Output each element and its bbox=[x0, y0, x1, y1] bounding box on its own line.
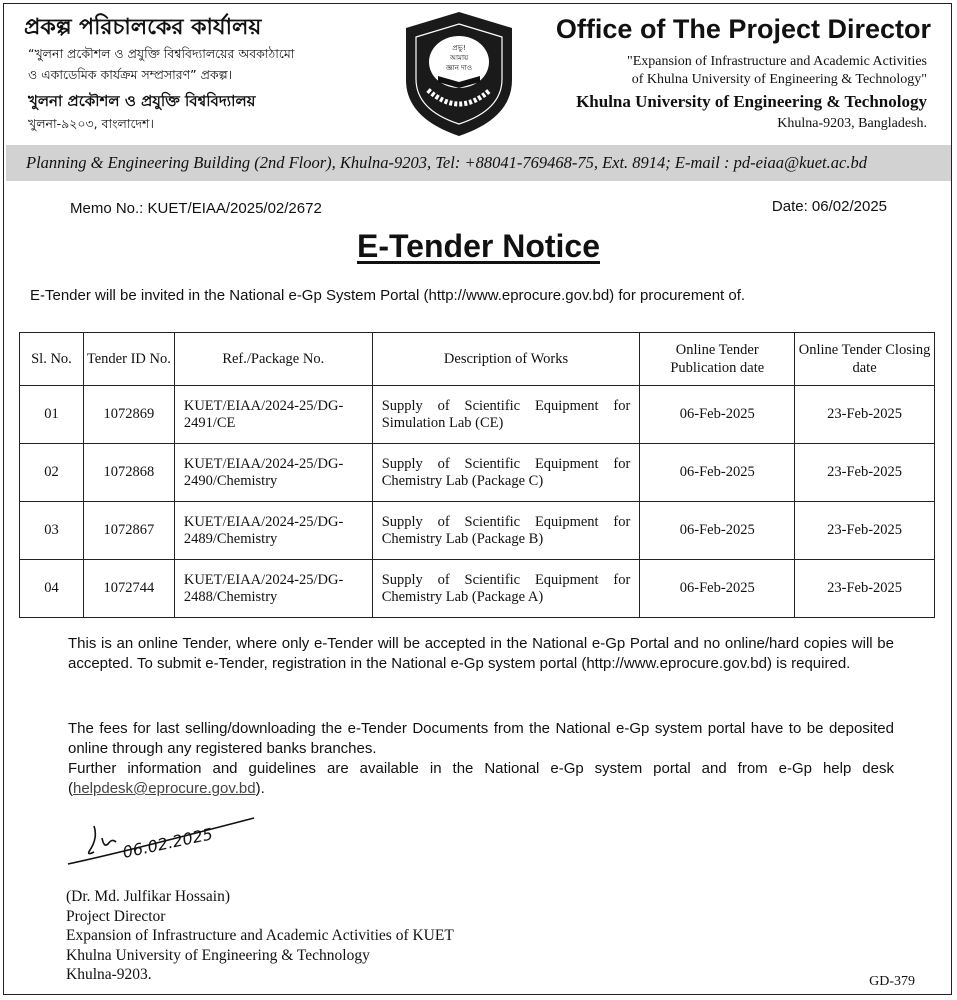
cell-ref: KUET/EIAA/2024-25/DG-2488/Chemistry bbox=[174, 560, 372, 618]
table-header-row bbox=[20, 333, 935, 386]
cell-closing-date: 23-Feb-2025 bbox=[795, 444, 935, 502]
cell-description: Supply of Scientific Equipment for Chemistry Lab (Package A) bbox=[372, 560, 640, 618]
bangla-address: খুলনা-৯২০৩, বাংলাদেশ। bbox=[28, 116, 154, 131]
cell-description: Supply of Scientific Equipment for Chemistry Lab (Package B) bbox=[372, 502, 640, 560]
signatory-university: Khulna University of Engineering & Technology bbox=[66, 946, 370, 964]
signature-date: 06.02.2025 bbox=[120, 824, 215, 862]
further-info-end: ). bbox=[255, 780, 265, 797]
notice-title bbox=[0, 228, 957, 265]
bangla-office-title: প্রকল্প পরিচালকের কার্যালয় bbox=[24, 15, 262, 40]
header-publication-date: Online Tender Publication date bbox=[640, 333, 795, 386]
signatory-designation: Project Director bbox=[66, 907, 166, 925]
header-description: Description of Works bbox=[372, 333, 640, 386]
logo-motto-3: জ্ঞান দাও bbox=[446, 64, 472, 72]
header-ref: Ref./Package No. bbox=[174, 333, 372, 386]
cell-sl: 03 bbox=[20, 502, 84, 560]
bangla-project-line2: ও একাডেমিক কার্যক্রম সম্প্রসারণ” প্রকল্প। bbox=[28, 67, 233, 82]
signatory-name: (Dr. Md. Julfikar Hossain) bbox=[66, 888, 231, 905]
bangla-project-line1: “খুলনা প্রকৌশল ও প্রযুক্তি বিশ্ববিদ্যালয়ের অবকাঠামো bbox=[28, 46, 295, 61]
address-bar: Planning & Engineering Building (2nd Floor), Khulna-9203, Tel: +88041-769468-75, Ext. 8914; E-mail : pd-eiaa@kuet.ac.bd bbox=[6, 145, 951, 181]
cell-publication-date: 06-Feb-2025 bbox=[640, 386, 795, 444]
cell-closing-date: 23-Feb-2025 bbox=[795, 386, 935, 444]
signatory-project: Expansion of Infrastructure and Academic Activities of KUET bbox=[66, 927, 454, 944]
helpdesk-email-link[interactable]: helpdesk@eprocure.gov.bd bbox=[73, 780, 256, 797]
cell-sl: 02 bbox=[20, 444, 84, 502]
cell-sl: 04 bbox=[20, 560, 84, 618]
paragraph-online-tender: This is an online Tender, where only e-Tender will be accepted in the National e-Gp Portal and no online/hard copies will be accepted. To submit e-Tender, registration in the National e-Gp system portal (http://www.eprocure.gov.bd) is required. bbox=[68, 635, 894, 672]
cell-publication-date: 06-Feb-2025 bbox=[640, 560, 795, 618]
cell-sl: 01 bbox=[20, 386, 84, 444]
paragraph-fees: The fees for last selling/downloading the e-Tender Documents from the National e-Gp system portal have to be deposited online through any registered banks branches. bbox=[68, 720, 894, 757]
table-row bbox=[20, 502, 935, 560]
table-row bbox=[20, 386, 935, 444]
further-info-text: Further information and guidelines are available in the National e-Gp system portal and from e-Gp help desk ( bbox=[68, 760, 894, 797]
cell-description: Supply of Scientific Equipment for Chemistry Lab (Package C) bbox=[372, 444, 640, 502]
logo-motto-2: আমায় bbox=[449, 54, 469, 62]
memo-date: Date: 06/02/2025 bbox=[771, 198, 887, 215]
notice-title-text: E-Tender Notice bbox=[357, 228, 600, 264]
cell-ref: KUET/EIAA/2024-25/DG-2489/Chemistry bbox=[174, 502, 372, 560]
memo-number: Memo No.: KUET/EIAA/2025/02/2672 bbox=[70, 200, 322, 217]
table-row bbox=[20, 560, 935, 618]
cell-tender-id: 1072869 bbox=[83, 386, 174, 444]
tender-table bbox=[19, 332, 935, 618]
notice-intro: E-Tender will be invited in the National e-Gp System Portal (http://www.eprocure.gov.bd) for procurement of. bbox=[30, 287, 746, 304]
cell-publication-date: 06-Feb-2025 bbox=[640, 444, 795, 502]
cell-ref: KUET/EIAA/2024-25/DG-2490/Chemistry bbox=[174, 444, 372, 502]
english-address: Khulna-9203, Bangladesh. bbox=[777, 116, 927, 131]
signatory-city: Khulna-9203. bbox=[66, 966, 152, 983]
bangla-university: খুলনা প্রকৌশল ও প্রযুক্তি বিশ্ববিদ্যালয় bbox=[28, 92, 256, 110]
english-project-line1: "Expansion of Infrastructure and Academic Activities bbox=[626, 54, 927, 69]
header-sl: Sl. No. bbox=[20, 333, 84, 386]
header-closing-date: Online Tender Closing date bbox=[795, 333, 935, 386]
handwritten-signature bbox=[64, 808, 264, 870]
cell-tender-id: 1072867 bbox=[83, 502, 174, 560]
cell-closing-date: 23-Feb-2025 bbox=[795, 560, 935, 618]
header-tender-id: Tender ID No. bbox=[83, 333, 174, 386]
document-code: GD-379 bbox=[869, 974, 915, 989]
cell-publication-date: 06-Feb-2025 bbox=[640, 502, 795, 560]
cell-tender-id: 1072868 bbox=[83, 444, 174, 502]
cell-closing-date: 23-Feb-2025 bbox=[795, 502, 935, 560]
table-row bbox=[20, 444, 935, 502]
cell-description: Supply of Scientific Equipment for Simulation Lab (CE) bbox=[372, 386, 640, 444]
logo-motto-1: প্রভু! bbox=[452, 44, 466, 52]
cell-tender-id: 1072744 bbox=[83, 560, 174, 618]
university-seal-icon bbox=[400, 10, 518, 138]
english-project-line2: of Khulna University of Engineering & Technology" bbox=[631, 72, 927, 87]
english-university: Khulna University of Engineering & Technology bbox=[576, 92, 927, 111]
signature-block bbox=[66, 887, 454, 985]
cell-ref: KUET/EIAA/2024-25/DG-2491/CE bbox=[174, 386, 372, 444]
paragraph-further-info bbox=[68, 759, 894, 799]
english-office-title: Office of The Project Director bbox=[555, 14, 931, 44]
